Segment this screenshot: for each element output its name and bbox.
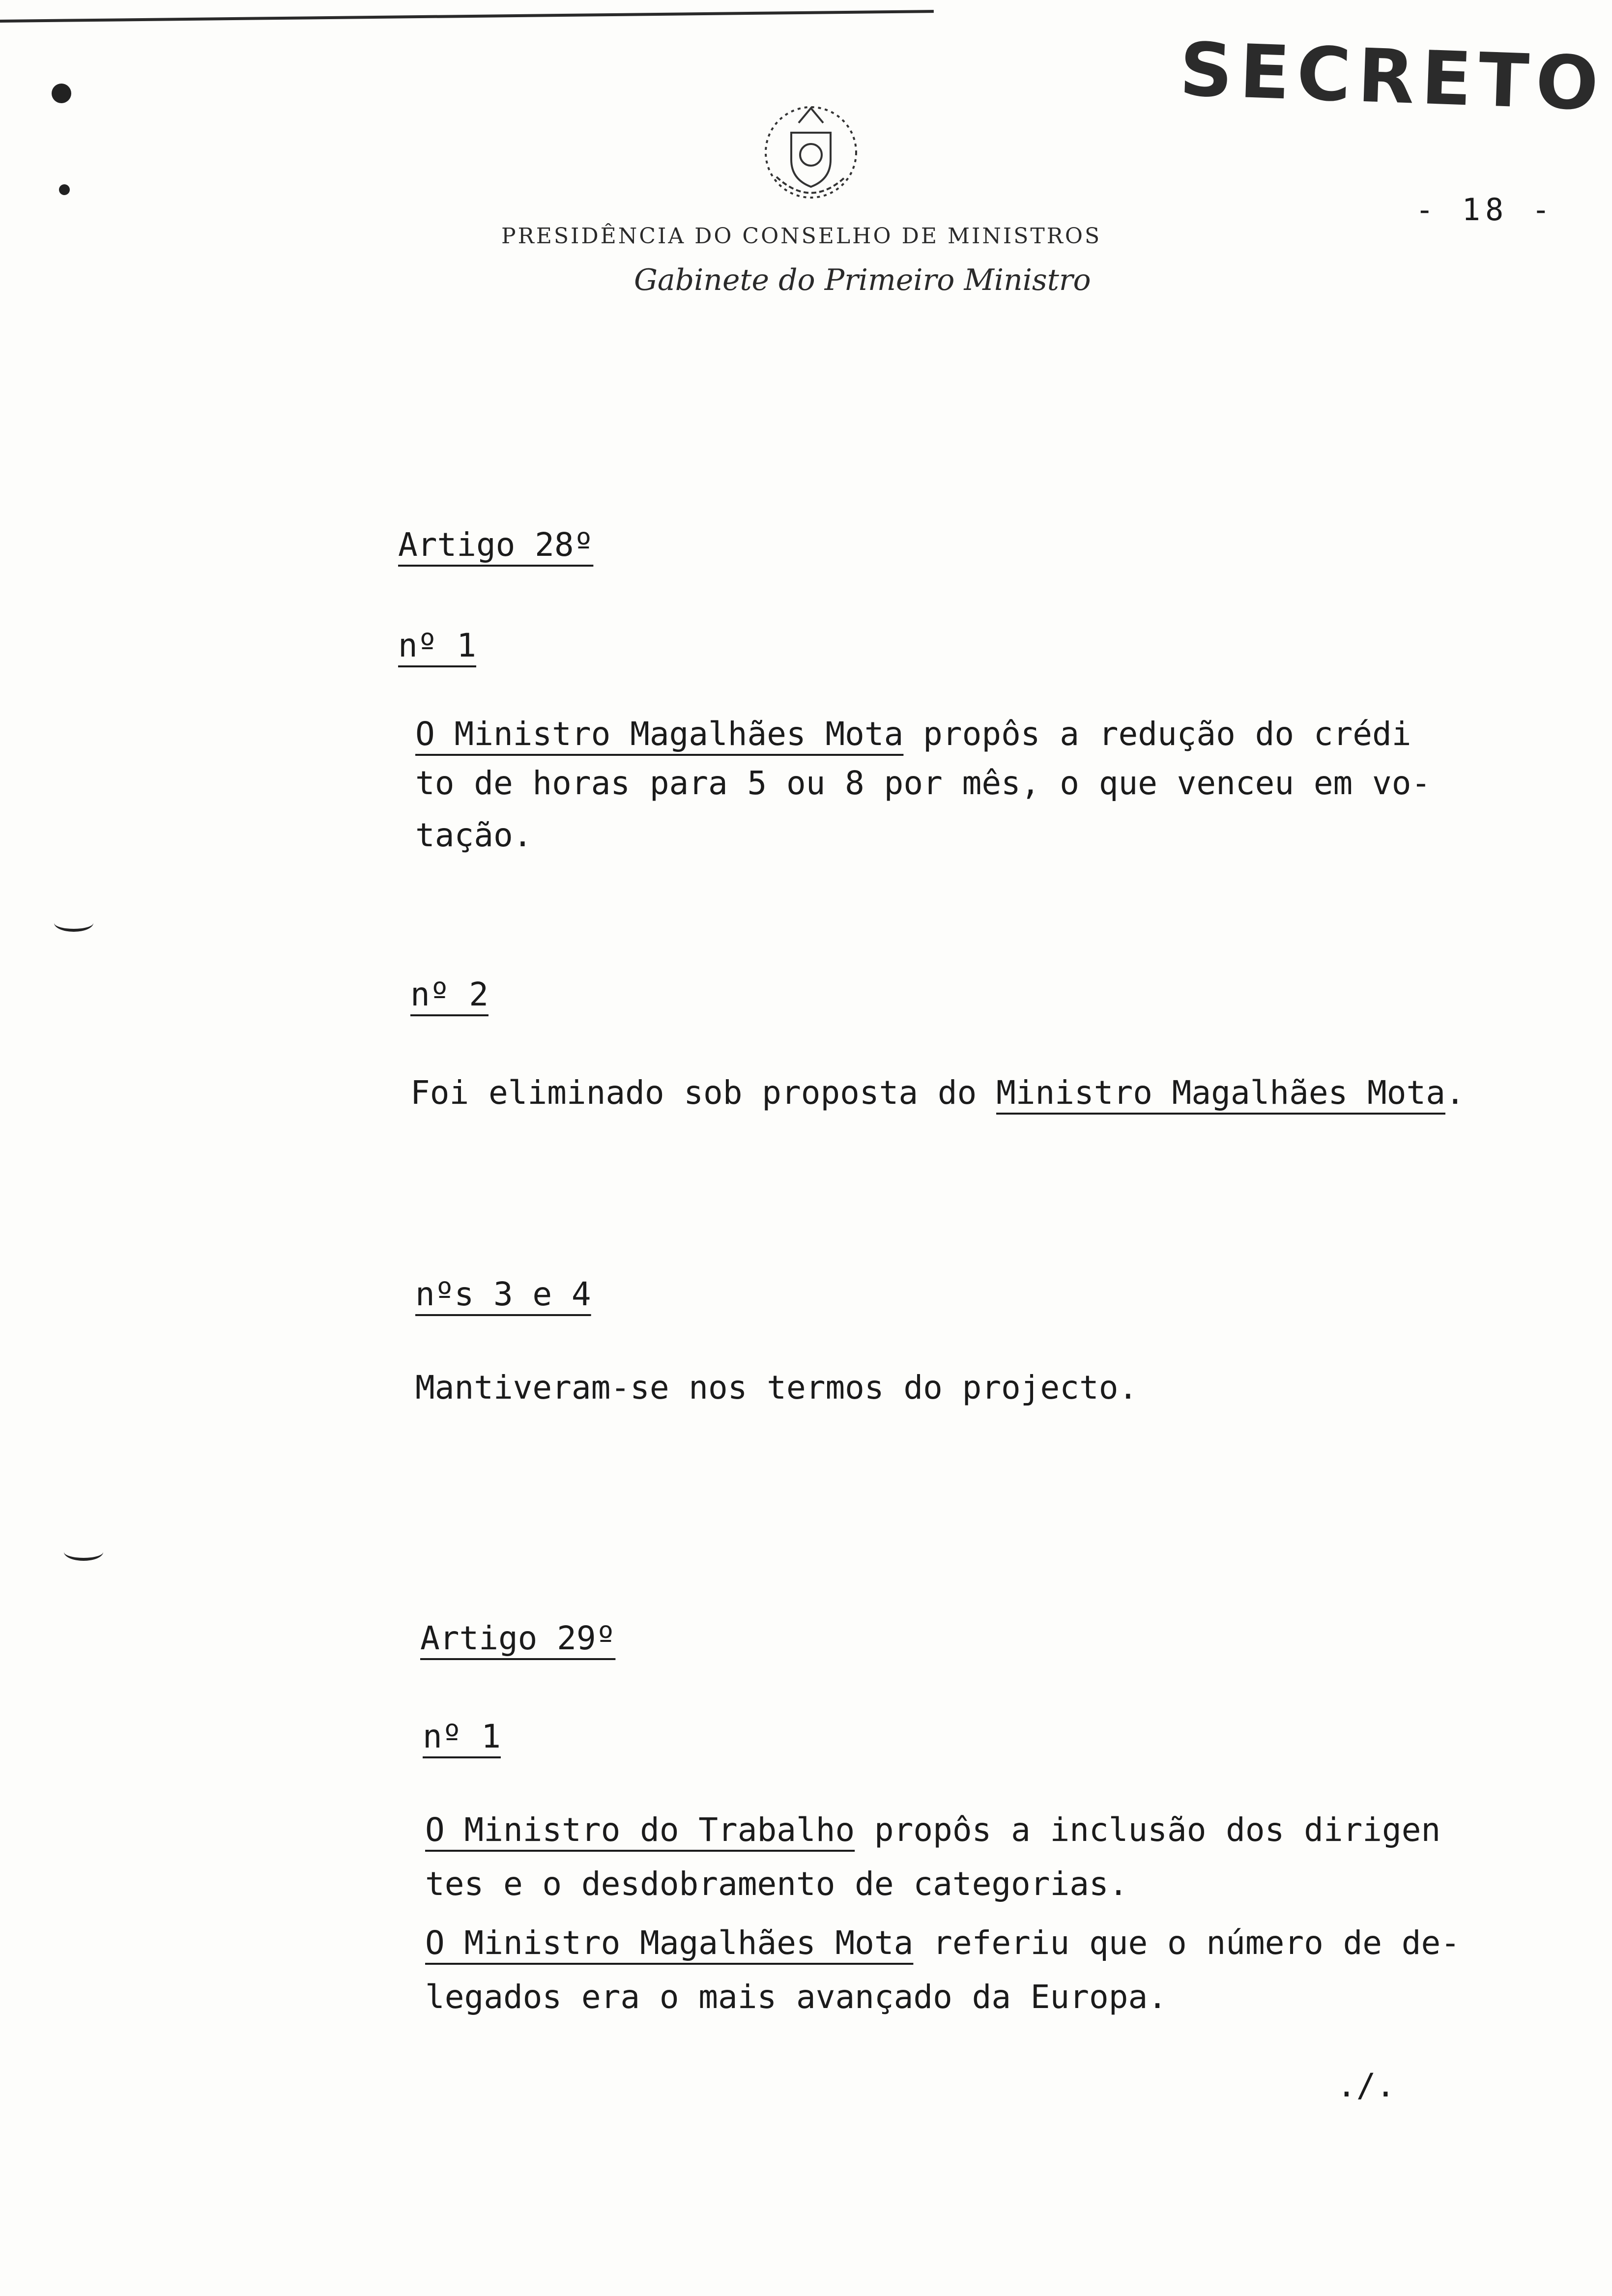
top-rule	[0, 10, 934, 23]
article-29-n1-line4: legados era o mais avançado da Europa.	[425, 1978, 1167, 2016]
article-28-n1-line2: to de horas para 5 ou 8 por mês, o que venceu em vo-	[415, 764, 1431, 802]
line-text: propôs a inclusão dos dirigen	[855, 1811, 1441, 1849]
article-28-n34-text: Mantiveram-se nos termos do projecto.	[415, 1369, 1138, 1406]
article-29-title: Artigo 29º	[420, 1619, 616, 1657]
minister-name: O Ministro Magalhães Mota	[425, 1924, 914, 1962]
page-number: - 18 -	[1415, 192, 1555, 228]
line-text: referiu que o número de de-	[913, 1924, 1460, 1962]
binding-mark	[64, 1543, 103, 1561]
office-subheading: Gabinete do Primeiro Ministro	[634, 263, 1091, 297]
article-29-n1-line1	[425, 1804, 1440, 1857]
minister-name: Ministro Magalhães Mota	[996, 1074, 1445, 1112]
punch-hole-mark	[52, 84, 71, 103]
classification-stamp: SECRETO	[1178, 27, 1607, 128]
coat-of-arms-emblem	[752, 93, 870, 211]
article-29-n1-label: nº 1	[423, 1718, 501, 1755]
article-28-n1-label: nº 1	[398, 627, 476, 664]
line-text: propôs a redução do crédi	[903, 715, 1411, 753]
article-29-n1-line2: tes e o desdobramento de categorias.	[425, 1865, 1128, 1903]
article-29-n1-line3	[425, 1917, 1460, 1970]
line-text: Foi eliminado sob proposta do	[410, 1074, 997, 1112]
minister-name: O Ministro do Trabalho	[425, 1811, 855, 1849]
article-28-n34-label: nºs 3 e 4	[415, 1275, 591, 1313]
article-28-n1-line1	[415, 708, 1411, 761]
punch-hole-mark	[59, 184, 70, 195]
continuation-mark: ./.	[1337, 2066, 1396, 2104]
article-28-n2-label: nº 2	[410, 976, 489, 1013]
minister-name: O Ministro Magalhães Mota	[415, 715, 904, 753]
binding-mark	[54, 914, 93, 932]
institution-heading: PRESIDÊNCIA DO CONSELHO DE MINISTROS	[501, 224, 1102, 249]
article-28-title: Artigo 28º	[398, 526, 594, 564]
line-text: .	[1445, 1074, 1465, 1112]
article-28-n2-text	[410, 1066, 1465, 1119]
article-28-n1-line3: tação.	[415, 816, 533, 854]
